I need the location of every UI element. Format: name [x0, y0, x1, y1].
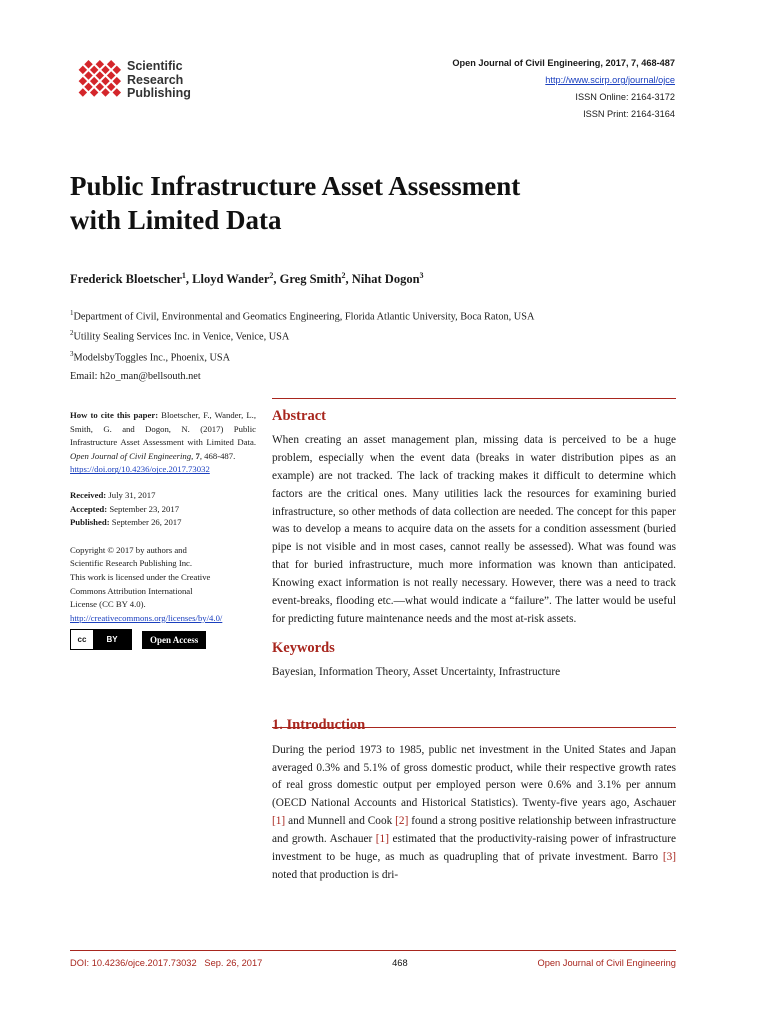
affiliation: $^1$Department of Civil, Environmental and Geomatics Engineering, Florida Atlantic University, Boca Raton, USA — [70, 309, 535, 323]
abstract-text: When creating an asset management plan, missing data is perceived to be a huge problem, especially when the event data (breaks in water distribution pipes as an example) are not tracked. The lack of tracking makes it difficult to determine which factors are the critical ones. Many utilities lack the resources for examining buried infrastructure, so other methods of data collection are needed. The concept for this paper was to develop a means to acquire data on the assets for a condition assessment (buried pipe is not visible and in most cases, cannot really be assessed). What was found was that for buried infrastructure, much more information was known than anticipated. Knowing exact information is not really necessary. However, there was a need to track event-breaks, flooding etc.—what would indicate a “failure”. The latter would be useful for predicting future maintenance needs and the most at-risk assets. — [272, 433, 676, 625]
issn-print: ISSN Print: 2164-3164 — [583, 109, 675, 119]
introduction-paragraph: During the period 1973 to 1985, public net investment in the United States and Japan averaged 0.3% and 5.1% of gross domestic product, while their respective growth rates of real gross domestic output per employed person were 0.6% and 3.1% per annum (OECD National Accounts and Historical Statistics). Twenty-five years ago, Aschauer [1] and Munnell and Cook [2] found a strong positive relationship between infrastructure and growth. Aschauer [1] estimated that the productivity-raising power of infrastructure investment to be huge, as much as quadrupling that of private investment. Barro [3] noted that production is dri- — [272, 743, 676, 881]
footer-journal: Open Journal of Civil Engineering — [537, 958, 676, 968]
reference-link[interactable]: [2] — [395, 815, 409, 828]
author: Greg Smith$^2$, — [279, 271, 352, 287]
copyright-notice: Copyright © 2017 by authors and Scientific Research Publishing Inc. This work is licensed under the Creative Commons Attribution International License (CC BY 4.0). http://creativecommons.org/licenses/by/4.0/ — [70, 544, 223, 623]
paper-title — [70, 169, 630, 237]
journal-citation-line: Open Journal of Civil Engineering, 2017, 7, 468-487 — [452, 58, 675, 68]
cc-by-badge-icon[interactable]: cc BY — [70, 629, 132, 650]
publisher-logo-icon — [66, 53, 128, 115]
title-line: with Limited Data — [70, 205, 282, 235]
reference-link[interactable]: [1] — [272, 815, 286, 828]
publisher-name-line: Research — [127, 72, 184, 87]
author: Frederick Bloetscher$^1$, — [70, 271, 193, 287]
page-footer — [70, 958, 676, 968]
issn-online: ISSN Online: 2164-3172 — [575, 92, 675, 102]
journal-url-link[interactable]: http://www.scirp.org/journal/ojce — [545, 75, 675, 85]
article-info-sidebar — [70, 409, 256, 650]
abstract-heading: Abstract — [272, 408, 326, 424]
publisher-name-line: Publishing — [127, 86, 191, 100]
citation-block: How to cite this paper: Bloetscher, F., Wander, L., Smith, G. and Dogon, N. (2017) Public Infrastructure Asset Assessment with Limited Data. Open Journal of Civil Engineering, 7, 468-487. https://doi.org/10.4236/ojce.2017.73032 — [70, 410, 256, 475]
publisher-name-line: Scientific — [127, 59, 183, 73]
page-number: 468 — [392, 958, 408, 968]
main-content — [272, 401, 676, 885]
affiliation: $^2$Utility Sealing Services Inc. in Venice, Venice, USA — [70, 329, 290, 343]
license-badges — [70, 629, 256, 650]
article-dates: Received: July 31, 2017 Accepted: September 23, 2017 Published: September 26, 2017 — [70, 489, 182, 528]
footer-doi-date: DOI: 10.4236/ojce.2017.73032 Sep. 26, 2017 — [70, 958, 263, 968]
footer-divider — [70, 950, 676, 951]
license-link[interactable]: http://creativecommons.org/licenses/by/4.0/ — [70, 612, 223, 623]
publisher-name — [127, 60, 191, 101]
title-line: Public Infrastructure Asset Assessment — [70, 171, 521, 201]
affiliations — [70, 305, 534, 385]
contact-email: Email: h2o_man@bellsouth.net — [70, 371, 201, 383]
author-list — [70, 271, 424, 287]
journal-header — [452, 55, 675, 123]
doi-link[interactable]: https://doi.org/10.4236/ojce.2017.73032 — [70, 464, 210, 475]
keywords-heading: Keywords — [272, 639, 335, 656]
author: Lloyd Wander$^2$, — [192, 271, 280, 287]
keywords-text: Bayesian, Information Theory, Asset Uncertainty, Infrastructure — [272, 665, 561, 678]
author: Nihat Dogon$^3$ — [351, 271, 424, 287]
abstract-top-divider — [272, 398, 676, 399]
affiliation: $^3$ModelsbyToggles Inc., Phoenix, USA — [70, 349, 231, 364]
reference-link[interactable]: [3] — [662, 851, 676, 864]
reference-link[interactable]: [1] — [375, 833, 389, 846]
open-access-badge: Open Access — [142, 631, 206, 649]
introduction-heading: 1. Introduction — [272, 716, 366, 733]
